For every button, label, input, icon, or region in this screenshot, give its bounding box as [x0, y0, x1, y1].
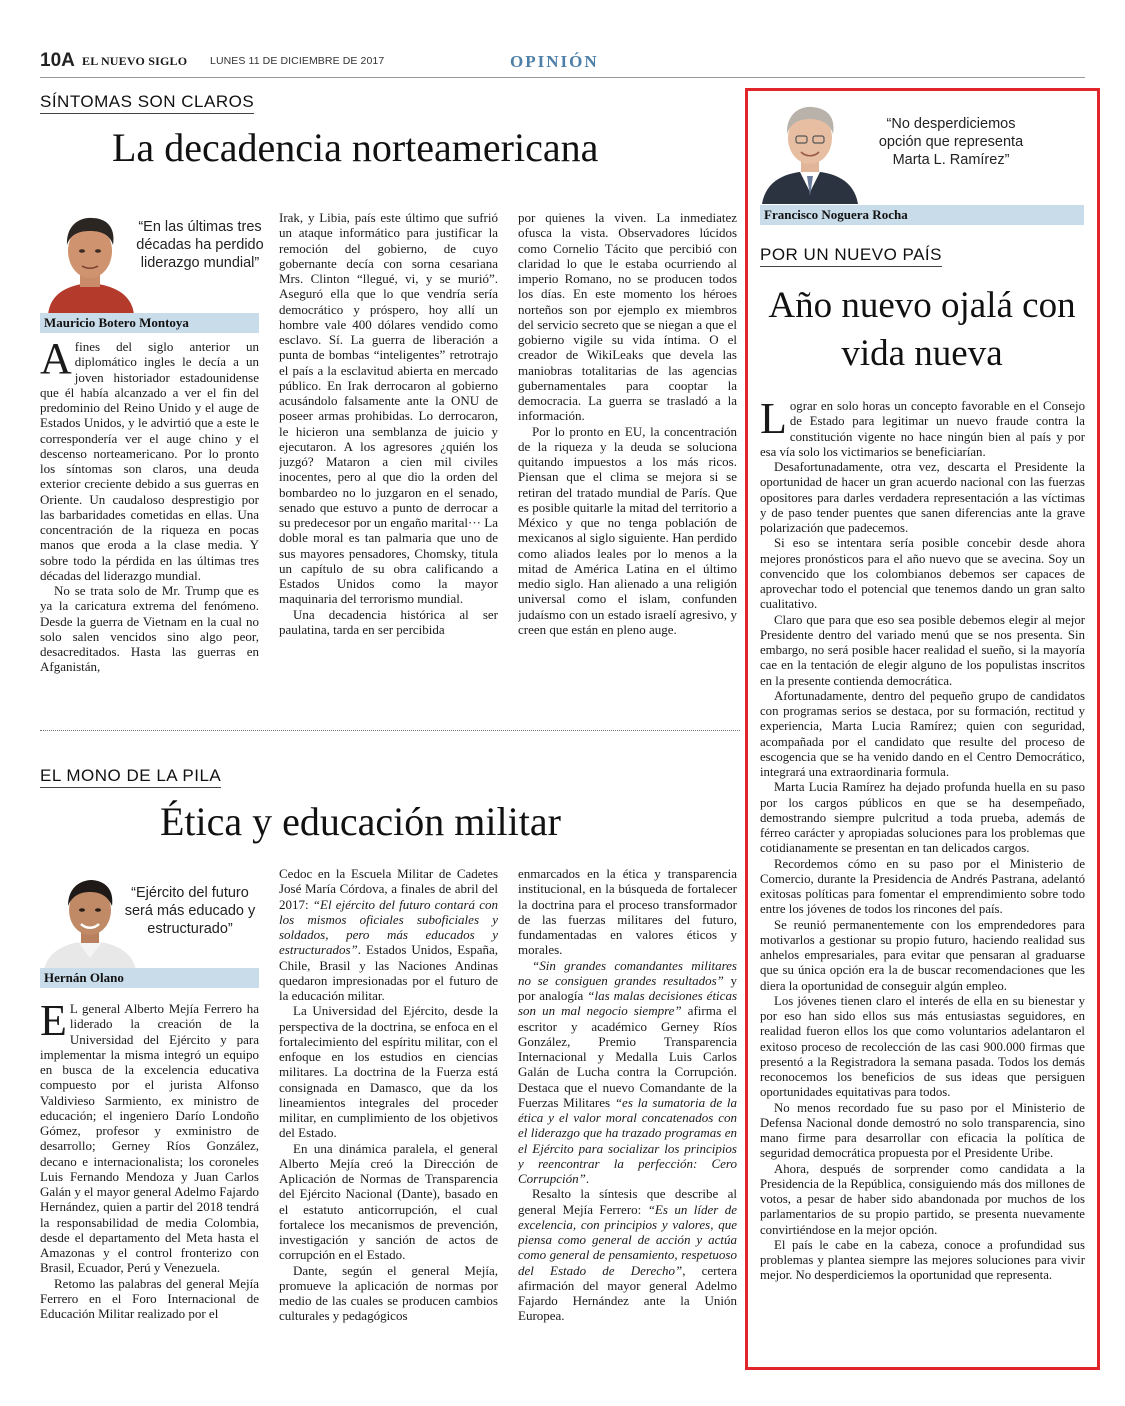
article1-pull-quote: “En las últimas tres décadas ha perdido liderazgo mundial” — [136, 219, 264, 271]
article3-paragraph: ograr en solo horas un concepto favorable en el Consejo de Estado para legitimar un nuevo fraude contra la constitución vigente no hace ningún bien al país y por esa vía solo los victimarios se beneficiarían. — [760, 399, 1085, 459]
article1-paragraph: Irak, y Libia, país este último que sufrió un ataque informático para justificar la remoción del gobierno, de cuyo gobernante decía con sorna cesariana Mrs. Clinton “llegué, vi, y se murió”. Aseguró ella que lo que vendría sería democrático y próspero, hoy allí un hombre vale 400 dólares vendido como esclavo. Sí. La guerra de liberación a punta de bombas “inteligentes” retrotrajo el país a la esclavitud abierta en mercado público. En Irak derrocaron al gobierno acusándolo falsamente ante la ONU de poseer armas prohibidas. Lo derrocaron, le hicieron una semblanza de juicio y ejecutaron. A los agresores ¿quién los juzgó? Mataron a cien mil civiles inocentes, pero al que dio la orden del bombardeo no lo juzgaron en el senado, senado que estuvo a punto de derrocar a su predecesor por un engaño marital··· La doble moral es tan palmaria que uno de sus mayores pensadores, Chomsky, titula un capítulo de su obra calificando a Estados Unidos como la mayor maquinaria del terrorismo mundial. — [279, 210, 498, 607]
article2-text: Resalto la síntesis que describe al general Mejía Ferrero: — [518, 1186, 737, 1217]
article2-paragraph: Retomo las palabras del general Mejía Ferrero en el Foro Internacional de Educación Militar realizado por el — [40, 1275, 259, 1321]
article2-text: Cedoc en la Escuela Militar de Cadetes José María Córdova, a finales de abril del 2017: — [279, 866, 498, 912]
masthead-rule — [40, 77, 1085, 78]
article2-quote-text: “las malas decisiones éticas son un mal negocio siempre” — [518, 988, 737, 1019]
article1-paragraph: por quienes la viven. La inmediatez ofusca la vista. Observadores lúcidos como Cornelio Tácito que percibió con claridad lo que le estaba ocurriendo al imperio Romano, no se producen todos los días. En este momento los héroes norteños son por ejemplo ex miembros del servicio secreto que se niegan a que el gobierno vigile su vida íntima. O el creador de WikiLeaks que devela las maniobras totalitarias de las agencias gubernamentales para cooptar la democracia. La guerra se trasladó a la información. — [518, 210, 737, 424]
article3-paragraph: No menos recordado fue su paso por el Ministerio de Defensa Nacional donde demostró no solo transparencia, sino mano firme para desarrollar con eficacia la política de seguridad democrática propuesta por el Presidente Uribe. — [760, 1100, 1085, 1161]
article3-paragraph: Afortunadamente, dentro del pequeño grupo de candidatos con programas serios se destaca, por su formación, rectitud y experiencia, Marta Lucia Ramírez; quien con seguridad, acompañada por el candidato que resulte del proceso de escogencia que se ha venido dando en el Centro Democrático, integrará una extraordinaria formula. — [760, 688, 1085, 779]
article2-column-3 — [518, 866, 737, 1353]
article2-text: , certera afirmación del mayor general Adelmo Fajardo Hernández ante la Unión Europea. — [518, 1262, 737, 1324]
article3-kicker: POR UN NUEVO PAÍS — [760, 245, 942, 267]
article2-quote-text: “es la sumatoria de la ética y el valor moral concatenados con el liderazgo que ha trazado programas en el Ejército para socializar los principios y reencontrar la perfección: Cero Corrupción” — [518, 1094, 737, 1186]
article2-paragraph — [279, 866, 498, 1003]
issue-date: LUNES 11 DE DICIEMBRE DE 2017 — [210, 55, 385, 67]
article-separator — [40, 730, 740, 731]
article2-paragraph — [518, 958, 737, 1187]
article2-paragraph: Dante, según el general Mejía, promueve la aplicación de normas por medio de las cuales se producen cambios culturales y pedagógicos — [279, 1262, 498, 1324]
article3-paragraph: Desafortunadamente, otra vez, descarta el Presidente la oportunidad de hacer un gran acuerdo nacional con las fuerzas opositores para darles verdadera representación a las víctimas y de paso tender puentes que sanen diferencias ante la grave polarización que padecemos. — [760, 460, 1085, 535]
article1-headline: La decadencia norteamericana — [112, 125, 599, 170]
article1-kicker: SÍNTOMAS SON CLAROS — [40, 92, 254, 114]
article1-column-3 — [518, 210, 737, 701]
article2-column-2 — [279, 866, 498, 1353]
newspaper-name: EL NUEVO SIGLO — [82, 54, 188, 68]
article1-paragraph: Por lo pronto en EU, la concentración de la riqueza y la deuda se soluciona quitando impuestos a los más ricos. Piensan que el clima se mejora si se retiran del tratado mundial de París. Que es posible quitarle la mitad del territorio a México y que no tenga población de mexicanos al siglo siguiente. Han perdido como aliados leales por lo menos a la mitad de América Latina en el último medio siglo. Han alienado a una religión universal como el islam, confunden judaísmo con un estado israelí agresivo, y creen que están en pleno auge. — [518, 423, 737, 637]
article1-column-2 — [279, 210, 498, 701]
article2-quote-text: “Es un líder de excelencia, con principios y valores, que piensa como general de acción y actúa como general de pensamiento, respetuoso del Estado de Derecho” — [518, 1201, 737, 1278]
article2-column-1 — [40, 1001, 259, 1353]
article3-headline: Año nuevo ojalá con vida nueva — [768, 285, 1076, 374]
article3-paragraph: Recordemos cómo en su paso por el Ministerio de Comercio, durante la Presidencia de Andrés Pastrana, adelantó exitosas políticas para fomentar el emprendimiento sobre todo entre los jóvenes de todos los rincones del país. — [760, 856, 1085, 917]
article3-paragraph: Marta Lucia Ramírez ha dejado profunda huella en su paso por los cargos públicos en que se ha desempeñado, demostrando siempre pulcritud a toda prueba, además de férreo carácter y apropiadas soluciones para los problemas que cotidianamente se presentan en tan delicados cargos. — [760, 780, 1085, 856]
page-number: 10A — [40, 50, 75, 71]
article1-drop-cap: A — [40, 339, 72, 383]
article2-paragraph: La Universidad del Ejército, desde la perspectiva de la doctrina, se enfoca en el fortalecimiento del espíritu militar, con el enfoque en los estudios en ciencias militares. La doctrina de la Fuerza está consignada en Damasco, que da los lineamientos integrales del proceder militar, en cumplimiento de los objetivos del Estado. — [279, 1003, 498, 1141]
article3-author: Francisco Noguera Rocha — [760, 205, 1084, 225]
article3-paragraph: Se reunió permanentemente con los emprendedores para motivarlos a gestionar su propio futuro, haciendo realidad sus anhelos empresariales, para evitar que pensaran al graduarse que su única opción era la de buscar recomendaciones que les diera la oportunidad de conseguir algún empleo. — [760, 917, 1085, 993]
article2-text: y por analogía — [518, 972, 737, 1003]
article3-paragraph: Claro que para que eso sea posible debemos elegir al mejor Presidente dentro del variado menú que se nos presenta. Sin embargo, no será posible hacer realidad el sueño, si la mayoría cae en la tentación de elegir alguno de los populistas inscritos en la presente contienda democrática. — [760, 612, 1085, 688]
article2-kicker: EL MONO DE LA PILA — [40, 766, 221, 788]
article2-text: . — [585, 1171, 590, 1186]
article1-paragraph: Una decadencia histórica al ser paulatina, tarda en ser percibida — [279, 606, 498, 637]
article2-paragraph: En una dinámica paralela, el general Alberto Mejía creó la Dirección de Aplicación de Normas de Transparencia del Ejército Nacional (Dante), basado en el estatuto anticorrupción, el cual fortalece los mecanismos de prevención, investigación y sanción de actos de corrupción en el Estado. — [279, 1140, 498, 1263]
article2-pull-quote: “Ejército del futuro será más educado y estructurado” — [124, 885, 256, 937]
article2-paragraph: L general Alberto Mejía Ferrero ha liderado la creación de la Universidad del Ejército y para implementar la misma integró un equipo en busca de la excelencia educativa compuesto por el jurista Alfonso Valdivieso Sarmiento, ex ministro de educación; el ingeniero Darío Londoño Gómez, profesor y exministro de desarrollo; Gerney Ríos González, decano e internacionalista; los coroneles Luis Fernando Mendoza y Juan Carlos Galán y el mayor general Adelmo Fajardo Hernández, quien a partir del 2018 tendrá la responsabilidad de media Colombia, desde el departamento del Meta hasta el Amazonas y el control fronterizo con Brasil, Ecuador, Perú y Venezuela. — [40, 1001, 259, 1276]
article2-paragraph: enmarcados en la ética y transparencia institucional, en la búsqueda de fortalecer la doctrina para el proceso transformador de las fuerzas militares del futuro, fundamentadas en valores éticos y morales. — [518, 866, 737, 958]
article3-paragraph: Ahora, después de sorprender como candidata a la Presidencia de la República, consiguiendo más dos millones de votos, a pesar de haber sido abandonada por muchos de los parlamentarios de su propio partido, se presenta nuevamente convirtiéndose en la mejor opción. — [760, 1161, 1085, 1237]
article2-drop-cap: E — [40, 1001, 67, 1045]
author-portrait-noguera — [760, 96, 860, 204]
article2-quote-text: “Sin grandes comandantes militares no se consiguen grandes resultados” — [518, 957, 737, 988]
article2-text: afirma el escritor y académico Gerney Ríos González, Premio Transparencia Internacional y Medalla Luis Carlos Galán de Lucha contra la Corrupción. Destaca que el nuevo Comandante de la Fuerzas Militares — [518, 1003, 737, 1110]
article3-pull-quote: “No desperdiciemos opción que representa Marta L. Ramírez” — [878, 116, 1024, 168]
article1-paragraph: fines del siglo anterior un diplomático ingles le decía a un joven historiador estadounidense que él había alcanzado a ver el fin del predominio del Reino Unido y el auge de Estados Unidos, y le advirtió que a este le correspondería ver el auge chino y el descenso norteamericano. Por lo pronto los síntomas son claros, una deuda exterior creciente debido a sus guerras en Oriente. Un caudaloso desprestigio por las barbaridades cometidas en ellas. Una concentración de la riqueza en pocas manos que eroda a la clase media. Y sobre todo la pérdida en las últimas tres décadas del liderazgo mundial. — [40, 339, 259, 583]
article3-paragraph: Los jóvenes tienen claro el interés de ella en su bienestar y por eso han sido ellos sus más entusiastas seguidores, en realidad fueron ellos los que como voluntarios adelantaron el exitoso proceso de recolección de las casi 900.000 firmas que presentó a la Registradora la semana pasada. Todos los demás reconocemos los beneficios de sus ideas que persiguen oportunidades equitativas para todos. — [760, 993, 1085, 1100]
article3-paragraph: El país le cabe en la cabeza, conoce a profundidad sus problemas y plantea siempre las mejores soluciones para vivir mejor. No desperdiciemos la oportunidad que representa. — [760, 1237, 1085, 1283]
article1-author: Mauricio Botero Montoya — [40, 313, 259, 333]
masthead — [40, 50, 1085, 76]
section-title: OPINIÓN — [510, 52, 599, 71]
article2-paragraph — [518, 1186, 737, 1323]
article2-author: Hernán Olano — [40, 968, 259, 988]
author-portrait-botero — [40, 205, 140, 315]
article2-headline: Ética y educación militar — [160, 799, 561, 844]
article1-paragraph: No se trata solo de Mr. Trump que es ya la caricatura extrema del fenómeno. Desde la guerra de Vietnam en la cual no solo salen vencidos sino algo peor, desacreditados. Hasta las guerras en Afganistán, — [40, 583, 259, 675]
article2-text: . Estados Unidos, España, Chile, Brasil y las Naciones Andinas quedaron impresionadas por el futuro de la educación militar. — [279, 942, 498, 1003]
article3-paragraph: Si eso se intentara sería posible concebir desde ahora mejores pronósticos para el año nuevo que se avecina. Soy un convencido que los colombianos debemos ser capaces de aprovechar todo el potencial que tenemos dando un gran salto cualitativo. — [760, 536, 1085, 612]
article2-quote-text: “El ejército del futuro contará con los mismos oficiales suboficiales y soldados, pero más educados y estructurados” — [279, 896, 498, 958]
article3-column — [760, 399, 1085, 1357]
article1-column-1 — [40, 339, 259, 701]
article3-drop-cap: L — [760, 399, 787, 443]
